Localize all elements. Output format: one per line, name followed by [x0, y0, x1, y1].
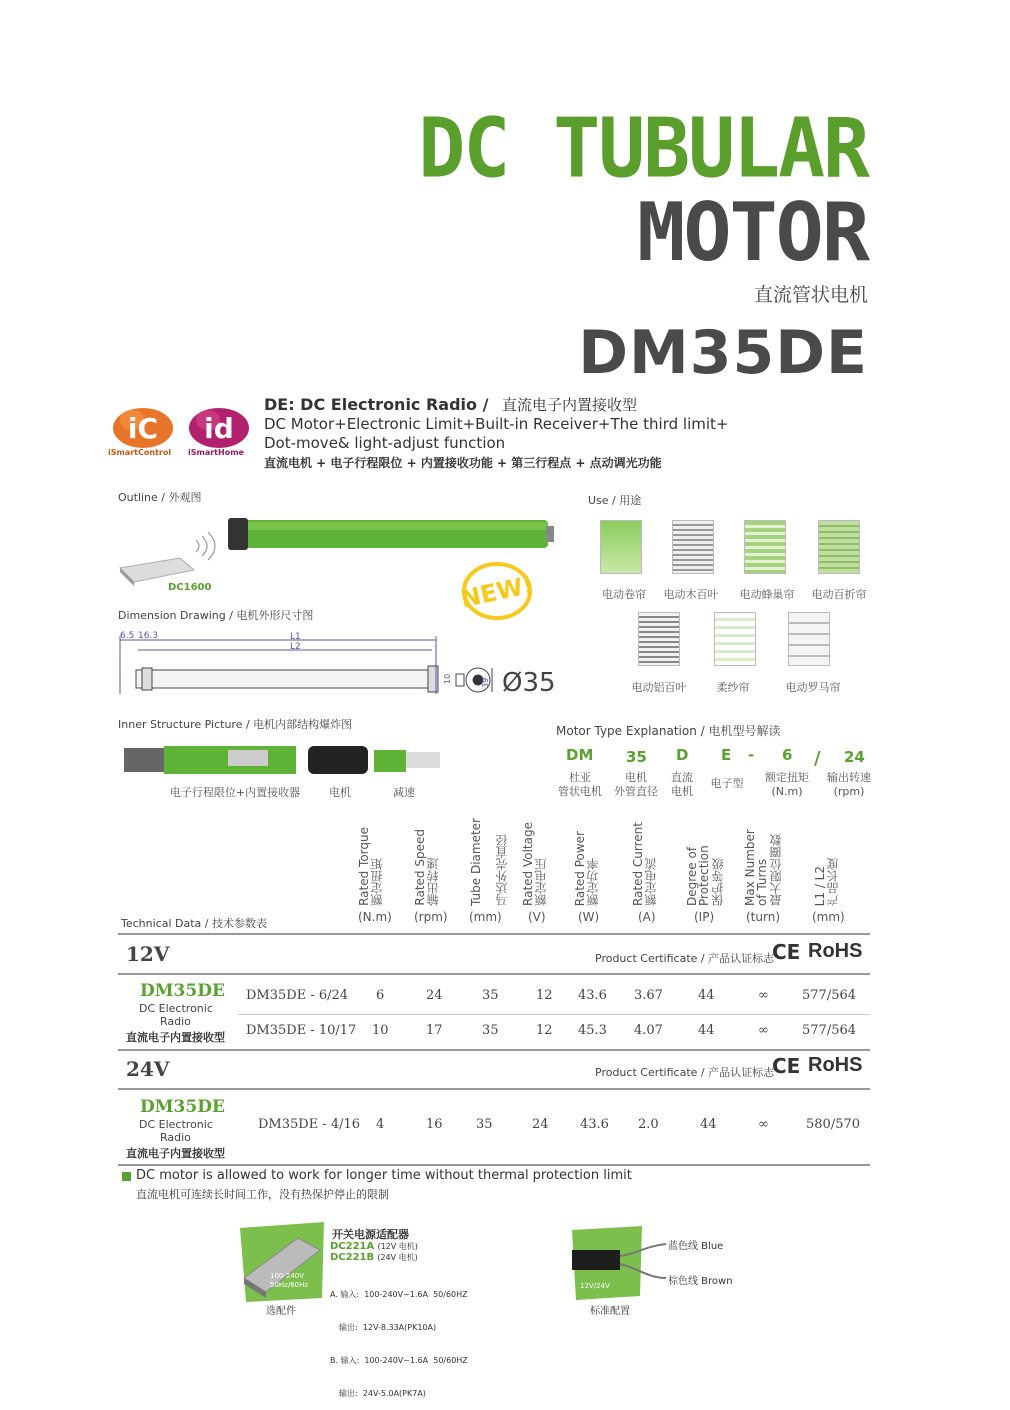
motor-cap-0 [556, 771, 604, 799]
intro-line1 [264, 394, 637, 415]
rohs-mark-12v: RoHS [808, 940, 863, 962]
col-head-7-en: Max Number of Turns [743, 829, 769, 906]
row-12v-0-voltage: 12 [536, 988, 553, 1003]
inner-label: Inner Structure Picture / 电机内部结构爆炸图 [118, 718, 353, 731]
col-head-5-en: Rated Current [631, 821, 645, 906]
row-24v-0-model: DM35DE - 4/16 [258, 1117, 361, 1132]
roman-blind-icon [788, 612, 830, 666]
dim-d1: 6.5 [120, 631, 135, 641]
motor-code-2: D [676, 746, 689, 764]
col-head-0 [358, 818, 382, 906]
row-12v-1-power: 45.3 [578, 1023, 607, 1038]
dim-d2: 16.3 [138, 631, 159, 641]
col-head-6 [686, 818, 726, 906]
col-head-8-en: L1 / L2 [813, 865, 827, 906]
row-12v-1-diameter: 35 [482, 1023, 499, 1038]
col-unit-2: (mm) [469, 910, 502, 924]
use-grid [588, 512, 888, 702]
adapter-spec-a1: A. 输入: 100-240V~1.6A 50/60HZ [330, 1290, 468, 1299]
adapter-box-text [270, 1272, 308, 1290]
adapter-m1-note: (12V 电机) [377, 1242, 418, 1251]
col-head-2 [470, 818, 510, 906]
col-head-4-cn: 额定功率 [586, 858, 600, 906]
group-12v-desc-cn: 直流电子内置接收型 [126, 1031, 225, 1044]
row-12v-0-length: 577/564 [802, 988, 857, 1003]
title-line2: MOTOR [637, 186, 868, 279]
row-24v-0-length: 580/570 [806, 1117, 861, 1132]
row-12v-0-ip: 44 [698, 988, 715, 1003]
use-item-5: 柔纱帘 [716, 681, 750, 694]
motor-code-7: 24 [844, 748, 865, 766]
col-head-0-cn: 额定扭矩 [370, 858, 384, 906]
col-unit-1: (rpm) [414, 910, 448, 924]
motor-cap-1 [612, 771, 660, 799]
use-label: Use / 用途 [588, 494, 642, 507]
col-head-6-cn: 保护等级 [711, 858, 725, 906]
wiring-box-text: 12V/24V [580, 1282, 610, 1290]
col-head-3 [522, 818, 546, 906]
motor-cap-5-b: (rpm) [833, 785, 865, 798]
motor-cap-1-a: 电机 [625, 771, 647, 784]
note-en: DC motor is allowed to work for longer time without thermal protection limit [136, 1168, 632, 1183]
row-24v-0-diameter: 35 [476, 1117, 493, 1132]
col-head-6-en: Degree of Protection [685, 845, 711, 906]
intro-line1-en: DE: DC Electronic Radio / [264, 395, 489, 414]
adapter-spec-b2: 输出: 24V-5.0A(PK7A) [339, 1389, 426, 1398]
group-24v-rule [118, 1088, 870, 1090]
row-12v-0-torque: 6 [376, 988, 385, 1003]
row-12v-1-speed: 17 [426, 1023, 443, 1038]
col-head-7 [744, 818, 786, 906]
group-24v-desc2: Radio [160, 1131, 191, 1144]
inner-picture [118, 740, 448, 780]
sheer-blind-icon [714, 612, 756, 666]
group-12v-voltage: 12V [126, 942, 170, 966]
id-letters: id [204, 412, 234, 445]
use-item-1: 电动木百叶 [663, 588, 719, 601]
col-head-1 [414, 818, 438, 906]
dim-h2: 39 [481, 677, 490, 688]
intro-line1-cn: 直流电子内置接收型 [502, 396, 638, 414]
rohs-mark-24v: RoHS [808, 1054, 863, 1076]
row-24v-0-voltage: 24 [532, 1117, 549, 1132]
dim-l1: L1 [290, 632, 301, 642]
adapter-title: 开关电源适配器 [332, 1228, 409, 1241]
adapter-m1-line [330, 1241, 418, 1252]
motor-code-0: DM [566, 746, 594, 764]
col-head-1-en: Rated Speed [413, 829, 427, 906]
col-head-0-en: Rated Torque [357, 827, 371, 906]
group-24v-desc-cn: 直流电子内置接收型 [126, 1147, 225, 1160]
note-bullet-icon [122, 1172, 131, 1181]
use-item-4: 电动铝百叶 [631, 681, 687, 694]
ismartcontrol-text: iSmartControl [108, 448, 172, 457]
motor-code-6: / [814, 748, 821, 769]
row-12v-0-power: 43.6 [578, 988, 607, 1003]
group-12v-row-divider [238, 1014, 870, 1015]
row-24v-0-ip: 44 [700, 1117, 717, 1132]
group-24v-model: DM35DE [140, 1097, 225, 1117]
row-12v-0-model: DM35DE - 6/24 [246, 988, 349, 1003]
dim-l2: L2 [290, 642, 301, 652]
adapter-m2: DC221B [330, 1252, 375, 1263]
table-rule-bottom [118, 1164, 870, 1166]
cert-label-12v: Product Certificate / 产品认证标志 [595, 952, 775, 965]
col-unit-6: (IP) [694, 910, 715, 924]
adapter-box-text2: 50Hz/60Hz [270, 1281, 309, 1289]
dimension-label: Dimension Drawing / 电机外形尺寸图 [118, 609, 314, 622]
col-head-8 [814, 818, 838, 906]
motor-cap-2-a: 直流 [671, 771, 693, 784]
table-rule-top [118, 933, 870, 935]
col-head-1-cn: 输出转速 [426, 858, 440, 906]
adapter-m2-note: (24V 电机) [377, 1253, 418, 1262]
motor-cap-3 [706, 777, 748, 791]
group-24v-rule-top [118, 1049, 870, 1051]
motor-cap-2-b: 电机 [671, 785, 693, 798]
adapter-picture [236, 1222, 328, 1302]
row-12v-0-diameter: 35 [482, 988, 499, 1003]
col-unit-7: (turn) [746, 910, 781, 924]
col-head-7-cn: 最大限位圈数 [769, 834, 783, 906]
dim-h1: 10 [443, 673, 452, 684]
dimension-drawing [116, 628, 556, 700]
wire-blue-label: 蓝色线 Blue [668, 1241, 724, 1252]
row-24v-0-power: 43.6 [580, 1117, 609, 1132]
col-head-5 [632, 818, 656, 906]
adapter-m1: DC221A [330, 1241, 375, 1252]
row-12v-1-torque: 10 [372, 1023, 389, 1038]
row-24v-0-turns: ∞ [758, 1117, 769, 1132]
wire-brown-label: 棕色线 Brown [668, 1276, 733, 1287]
adapter-caption: 选配件 [266, 1306, 296, 1317]
title-line1: DC TUBULAR [418, 101, 868, 197]
col-unit-5: (A) [638, 910, 656, 924]
adapter-m2-line [330, 1252, 418, 1263]
col-head-5-cn: 额定电流 [644, 858, 658, 906]
motor-cap-4-b: (N.m) [771, 785, 803, 798]
motor-cap-0-b: 管状电机 [558, 785, 602, 798]
pleated-blind-icon [818, 520, 860, 574]
intro-line3: Dot-move& light-adjust function [264, 434, 506, 452]
col-unit-8: (mm) [812, 910, 845, 924]
motor-cap-5-a: 输出转速 [827, 771, 871, 784]
remote-label: DC1600 [168, 582, 212, 593]
ce-mark-12v: CE [772, 940, 801, 964]
motor-cap-5 [822, 771, 876, 799]
row-12v-1-length: 577/564 [802, 1023, 857, 1038]
group-12v-desc1: DC Electronic [139, 1002, 213, 1015]
adapter-specs [330, 1267, 468, 1410]
use-item-0: 电动卷帘 [602, 588, 646, 601]
motor-code-3: E [721, 746, 732, 764]
ce-mark-24v: CE [772, 1054, 801, 1078]
ic-letters: iC [127, 412, 159, 445]
group-24v-desc1: DC Electronic [139, 1118, 213, 1131]
new-badge-text: NEW! [460, 570, 534, 614]
honeycomb-blind-icon [744, 520, 786, 574]
row-12v-0-turns: ∞ [758, 988, 769, 1003]
motor-cap-1-b: 外管直径 [614, 785, 658, 798]
intro-line4: 直流电机 + 电子行程限位 + 内置接收功能 + 第三行程点 + 点动调光功能 [264, 456, 662, 470]
diameter-label: Ø35 [502, 668, 556, 698]
col-head-2-cn: 马达外壳直径 [495, 834, 509, 906]
model-title: DM35DE [578, 318, 868, 388]
row-12v-1-voltage: 12 [536, 1023, 553, 1038]
wiring-caption: 标准配置 [590, 1306, 630, 1317]
col-unit-0: (N.m) [358, 910, 392, 924]
group-12v-model: DM35DE [140, 981, 225, 1001]
motor-cap-4 [760, 771, 814, 799]
inner-part-2: 减速 [393, 786, 415, 799]
col-head-4-en: Rated Power [573, 830, 587, 906]
motor-code-5: 6 [782, 746, 793, 764]
outline-label: Outline / 外观图 [118, 491, 202, 504]
wood-blind-icon [672, 520, 714, 574]
motor-cap-4-a: 额定扭矩 [765, 771, 809, 784]
motor-code-4: - [748, 746, 755, 764]
note-cn: 直流电机可连续长时间工作，没有热保护停止的限制 [136, 1188, 389, 1201]
aluminum-blind-icon [638, 612, 680, 666]
group-12v-rule [118, 973, 870, 975]
row-24v-0-speed: 16 [426, 1117, 443, 1132]
row-12v-1-current: 4.07 [634, 1023, 663, 1038]
group-24v-voltage: 24V [126, 1057, 170, 1081]
inner-part-0: 电子行程限位+内置接收器 [169, 786, 301, 799]
motor-type-label: Motor Type Explanation / 电机型号解读 [556, 724, 781, 738]
col-head-8-cn: 产品长度 [826, 858, 840, 906]
motor-cap-0-a: 杜亚 [569, 771, 591, 784]
row-24v-0-current: 2.0 [638, 1117, 659, 1132]
motor-cap-2 [664, 771, 700, 799]
col-unit-4: (W) [578, 910, 600, 924]
row-12v-1-ip: 44 [698, 1023, 715, 1038]
inner-part-1: 电机 [329, 786, 351, 799]
motor-code-1: 35 [626, 748, 647, 766]
motor-cap-3-a: 电子型 [710, 777, 744, 790]
adapter-box-text1: 100-240V [270, 1272, 305, 1280]
ismarthome-text: iSmartHome [188, 448, 244, 457]
col-head-3-cn: 额定电压 [534, 858, 548, 906]
col-head-4 [574, 818, 598, 906]
col-head-2-en: Tube Diameter [469, 818, 483, 906]
new-badge [460, 560, 534, 622]
row-12v-1-model: DM35DE - 10/17 [246, 1023, 357, 1038]
intro-line2: DC Motor+Electronic Limit+Built-in Receiver+The third limit+ [264, 415, 729, 433]
title-cn: 直流管状电机 [753, 284, 868, 306]
tech-label: Technical Data / 技术参数表 [121, 917, 267, 930]
cert-label-24v: Product Certificate / 产品认证标志 [595, 1066, 775, 1079]
use-item-6: 电动罗马帘 [785, 681, 841, 694]
col-head-3-en: Rated Voltage [521, 822, 535, 906]
row-24v-0-torque: 4 [376, 1117, 385, 1132]
row-12v-0-current: 3.67 [634, 988, 663, 1003]
col-unit-3: (V) [528, 910, 546, 924]
row-12v-1-turns: ∞ [758, 1023, 769, 1038]
use-item-2: 电动蜂巢帘 [739, 588, 795, 601]
roller-blind-icon [600, 520, 642, 574]
group-12v-desc2: Radio [160, 1015, 191, 1028]
adapter-spec-b1: B. 输入: 100-240V~1.6A 50/60HZ [330, 1356, 468, 1365]
use-item-3: 电动百折帘 [811, 588, 867, 601]
row-12v-0-speed: 24 [426, 988, 443, 1003]
adapter-spec-a2: 输出: 12V-8.33A(PK10A) [339, 1323, 437, 1332]
